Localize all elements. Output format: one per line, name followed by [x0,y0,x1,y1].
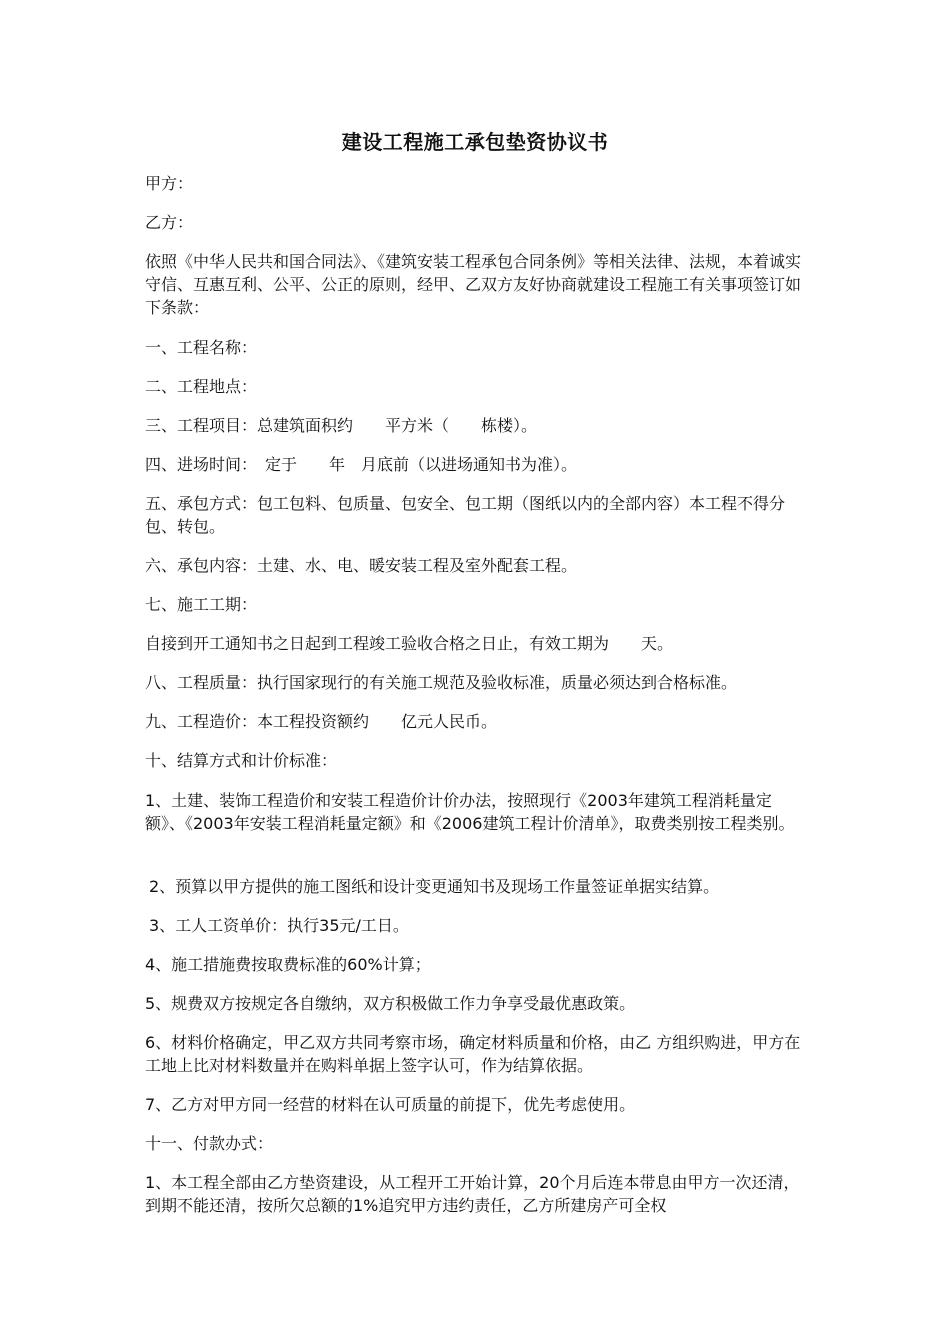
settlement-item-6: 6、材料价格确定，甲乙双方共同考察市场，确定材料质量和价格，由乙 方组织购进，甲方在工地上比对材料数量并在购料单据上签字认可，作为结算依据。 [145,1033,801,1075]
clause-5-contract-method: 五、承包方式：包工包料、包质量、包安全、包工期（图纸以内的全部内容）本工程不得分包、转包。 [145,494,786,536]
clause-10-settlement: 十、结算方式和计价标准： [145,751,338,770]
clause-1-project-name: 一、工程名称： [145,338,258,357]
clause-3-project-items: 三、工程项目：总建筑面积约 平方米（ 栋楼）。 [145,416,538,435]
settlement-item-2: 2、预算以甲方提供的施工图纸和设计变更通知书及现场工作量签证单据实结算。 [149,877,720,896]
payment-item-1: 1、本工程全部由乙方垫资建设，从工程开工开始计算，20个月后连本带息由甲方一次还清，到期不能还清，按所欠总额的1%追究甲方违约责任，乙方所建房产可全权 [145,1173,800,1215]
settlement-item-4: 4、施工措施费按取费标准的60%计算； [145,955,431,974]
party-a-line: 甲方： [145,174,194,193]
clause-2-project-location: 二、工程地点： [145,377,258,396]
document-title: 建设工程施工承包垫资协议书 [341,130,609,154]
clause-8-quality: 八、工程质量：执行国家现行的有关施工规范及验收标准，质量必须达到合格标准。 [145,673,738,692]
clause-6-contract-content: 六、承包内容：土建、水、电、暖安装工程及室外配套工程。 [145,556,578,575]
preamble-paragraph: 依照《中华人民共和国合同法》、《建筑安装工程承包合同条例》等相关法律、法规，本着诚实守信、互惠互利、公平、公正的原则，经甲、乙双方友好协商就建设工程施工有关事项签订如下条款： [145,252,802,317]
clause-9-cost: 九、工程造价：本工程投资额约 亿元人民币。 [145,712,498,731]
clause-7-period-detail: 自接到开工通知书之日起到工程竣工验收合格之日止，有效工期为 天。 [145,634,674,653]
settlement-item-3: 3、工人工资单价：执行35元/工日。 [149,916,409,935]
clause-11-payment: 十一、付款办式： [145,1134,274,1153]
settlement-item-7: 7、乙方对甲方同一经营的材料在认可质量的前提下，优先考虑使用。 [145,1095,636,1114]
party-b-line: 乙方： [145,213,194,232]
settlement-item-1: 1、土建、装饰工程造价和安装工程造价计价办法，按照现行《2003年建筑工程消耗量定额》、《2003年安装工程消耗量定额》和《2006建筑工程计价清单》，取费类别按工程类别。 [145,791,795,833]
clause-4-entry-time: 四、进场时间： 定于 年 月底前（以进场通知书为准）。 [145,455,578,474]
settlement-item-5: 5、规费双方按规定各自缴纳，双方积极做工作力争享受最优惠政策。 [145,994,636,1013]
clause-7-construction-period: 七、施工工期： [145,595,258,614]
